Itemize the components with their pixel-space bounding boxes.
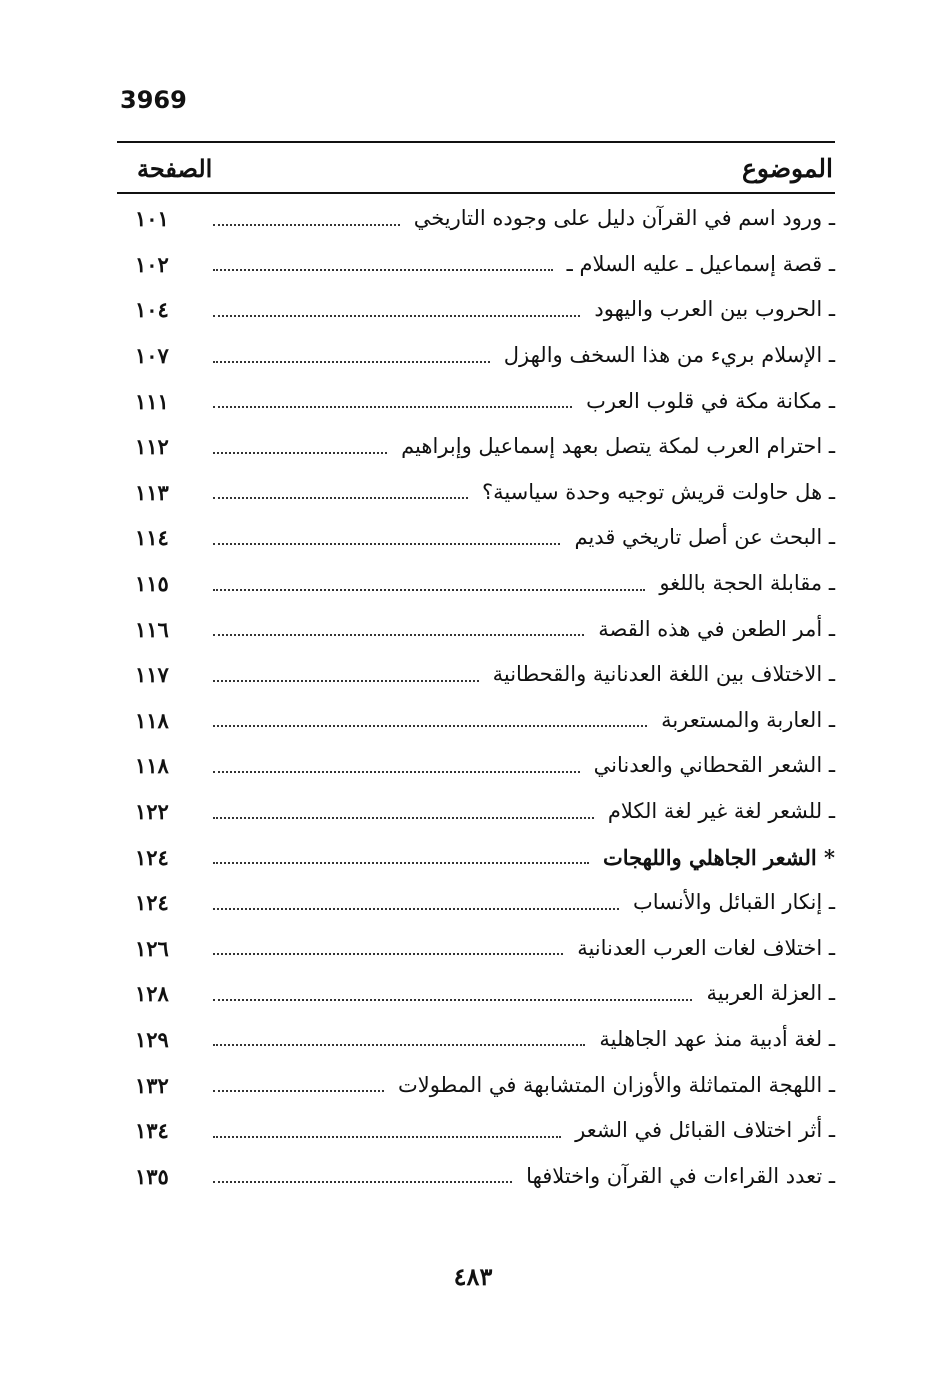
toc-entry-page: ١١٤ xyxy=(135,525,169,551)
toc-entry xyxy=(117,1108,835,1154)
toc-entry xyxy=(117,424,835,470)
dot-leader xyxy=(213,1136,561,1138)
toc-entry-title: ـ مقابلة الحجة باللغو xyxy=(659,571,835,596)
toc-entry xyxy=(117,242,835,288)
header-rule xyxy=(117,192,835,194)
toc-entry-title: ـ قصة إسماعيل ـ عليه السلام ـ xyxy=(566,251,835,276)
toc-entry xyxy=(117,561,835,607)
toc-entry-title: ـ للشعر لغة غير لغة الكلام xyxy=(607,799,835,824)
toc-entry-page: ١٣٤ xyxy=(135,1118,169,1144)
toc-entry xyxy=(117,1017,835,1063)
toc-entry xyxy=(117,470,835,516)
toc-entry xyxy=(117,287,835,333)
toc-entry xyxy=(117,652,835,698)
toc-entry-title: ـ الحروب بين العرب واليهود xyxy=(594,297,835,322)
toc-entry xyxy=(117,378,835,424)
toc-entry-page: ١٢٢ xyxy=(135,799,169,825)
dot-leader xyxy=(213,269,553,271)
toc-entry xyxy=(117,971,835,1017)
dot-leader xyxy=(213,406,572,408)
toc-header xyxy=(117,148,835,188)
dot-leader xyxy=(213,817,594,819)
dot-leader xyxy=(213,1044,585,1046)
dot-leader xyxy=(213,634,584,636)
dot-leader xyxy=(213,771,580,773)
toc-entry-page: ١١٥ xyxy=(135,571,169,597)
toc-entry-title: ـ هل حاولت قريش توجيه وحدة سياسية؟ xyxy=(481,479,835,504)
toc-entry-page: ١١٨ xyxy=(135,753,169,779)
toc-entry xyxy=(117,1062,835,1108)
toc-entry-page: ١٢٤ xyxy=(135,890,169,916)
topic-column-heading: الموضوع xyxy=(742,153,833,183)
toc-entry-page: ١٠٤ xyxy=(135,297,169,323)
toc-entry xyxy=(117,333,835,379)
dot-leader xyxy=(213,862,589,864)
toc-entry-page: ١١٣ xyxy=(135,479,169,505)
toc-entry-title: ـ لغة أدبية منذ عهد الجاهلية xyxy=(599,1026,835,1051)
toc-entry-title: ـ احترام العرب لمكة يتصل بعهد إسماعيل وإبراهيم xyxy=(401,434,835,459)
toc-entry-title: ـ الإسلام بريء من هذا السخف والهزل xyxy=(503,343,835,368)
toc-entry xyxy=(117,698,835,744)
toc-entry-page: ١١١ xyxy=(135,388,169,414)
toc-entry-title: ـ الاختلاف بين اللغة العدنانية والقحطانية xyxy=(492,662,835,687)
dot-leader xyxy=(213,1181,512,1183)
toc-entry-title: * الشعر الجاهلي واللهجات xyxy=(602,844,835,870)
toc-entry-page: ١٢٦ xyxy=(135,935,169,961)
page-id-number: 3969 xyxy=(120,86,187,114)
toc-entry-page: ١٠١ xyxy=(135,206,169,232)
dot-leader xyxy=(213,999,692,1001)
toc-entry-page: ١١٧ xyxy=(135,662,169,688)
toc-entry-page: ١٢٤ xyxy=(135,844,169,870)
dot-leader xyxy=(213,725,647,727)
dot-leader xyxy=(213,953,563,955)
toc-entry-title: ـ إنكار القبائل والأنساب xyxy=(632,890,835,915)
toc-entry-page: ١٠٢ xyxy=(135,251,169,277)
dot-leader xyxy=(213,361,490,363)
dot-leader xyxy=(213,452,387,454)
dot-leader xyxy=(213,1090,384,1092)
dot-leader xyxy=(213,680,479,682)
toc-entry-title: ـ مكانة مكة في قلوب العرب xyxy=(586,388,835,413)
toc-entry-title: ـ ورود اسم في القرآن دليل على وجوده التاريخي xyxy=(413,206,835,231)
page-number: ٤٨٣ xyxy=(453,1262,493,1291)
toc-entry-title: ـ تعدد القراءات في القرآن واختلافها xyxy=(526,1163,835,1188)
dot-leader xyxy=(213,497,468,499)
toc-entry xyxy=(117,926,835,972)
toc-entry-title: ـ اختلاف لغات العرب العدنانية xyxy=(577,935,835,960)
toc-entry-page: ١٢٨ xyxy=(135,981,169,1007)
toc-entry-title: ـ أثر اختلاف القبائل في الشعر xyxy=(575,1118,835,1143)
top-rule xyxy=(117,141,835,143)
toc-entry xyxy=(117,515,835,561)
page-column-heading: الصفحة xyxy=(137,153,213,183)
toc-entry-page: ١٠٧ xyxy=(135,343,169,369)
dot-leader xyxy=(213,224,400,226)
toc-entry xyxy=(117,1153,835,1199)
toc-entry xyxy=(117,880,835,926)
toc-entry-page: ١١٦ xyxy=(135,616,169,642)
dot-leader xyxy=(213,315,580,317)
toc-entry xyxy=(117,196,835,242)
toc-entry-title: ـ العزلة العربية xyxy=(706,981,835,1006)
toc-entry-title: ـ الشعر القحطاني والعدناني xyxy=(593,753,835,778)
toc-entry xyxy=(117,789,835,835)
toc-entry-page: ١٢٩ xyxy=(135,1026,169,1052)
toc-entry-title: ـ البحث عن أصل تاريخي قديم xyxy=(574,525,835,550)
toc-entry-title: ـ العاربة والمستعربة xyxy=(661,707,835,732)
toc-entry-title: ـ أمر الطعن في هذه القصة xyxy=(598,616,835,641)
toc-entry-page: ١٣٥ xyxy=(135,1163,169,1189)
dot-leader xyxy=(213,543,560,545)
toc-entry xyxy=(117,834,835,880)
table-of-contents xyxy=(117,196,835,1199)
toc-entry-page: ١٣٢ xyxy=(135,1072,169,1098)
toc-entry-page: ١١٨ xyxy=(135,707,169,733)
toc-entry xyxy=(117,743,835,789)
toc-entry xyxy=(117,606,835,652)
toc-entry-page: ١١٢ xyxy=(135,434,169,460)
dot-leader xyxy=(213,908,619,910)
toc-entry-title: ـ اللهجة المتماثلة والأوزان المتشابهة في المطولات xyxy=(397,1072,835,1097)
dot-leader xyxy=(213,589,645,591)
